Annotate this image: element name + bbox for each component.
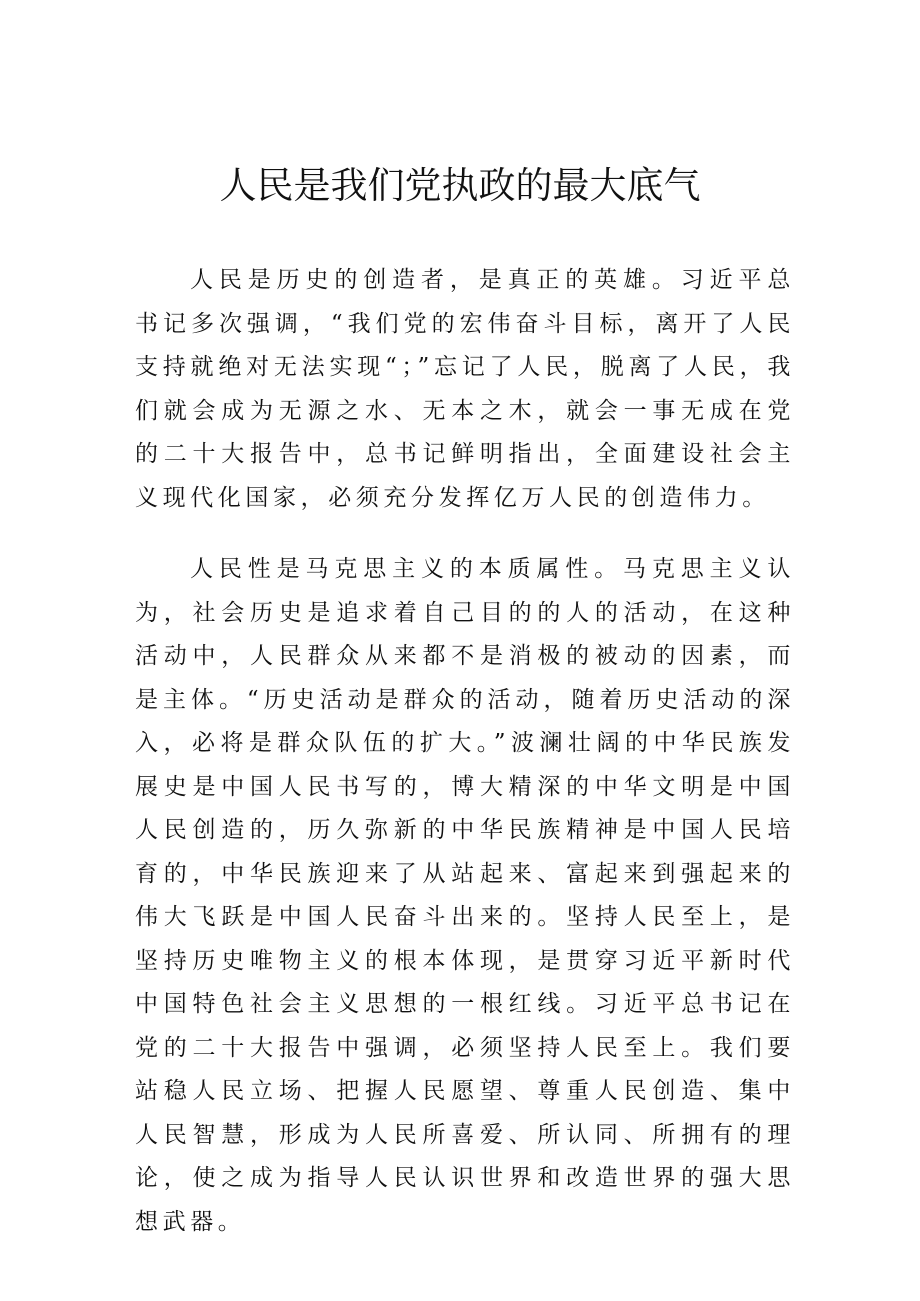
document-title: 人民是我们党执政的最大底气 [219, 164, 701, 207]
paragraph-1: 人民是历史的创造者，是真正的英雄。习近平总书记多次强调，“我们党的宏伟奋斗目标，离开了人民支持就绝对无法实现“；”忘记了人民，脱离了人民，我们就会成为无源之水、无本之木，就会一事无成在党的二十大报告中，总书记鲜明指出，全面建设社会主义现代化国家，必须充分发挥亿万人民的创造伟力。 [135, 267, 795, 511]
paragraph-2: 人民性是马克思主义的本质属性。马克思主义认为，社会历史是追求着自己目的的人的活动，在这种活动中，人民群众从来都不是消极的被动的因素，而是主体。“历史活动是群众的活动，随着历史活动的深入，必将是群众队伍的扩大。”波澜壮阔的中华民族发展史是中国人民书写的，博大精深的中华文明是中国人民创造的，历久弥新的中华民族精神是中国人民培育的，中华民族迎来了从站起来、富起来到强起来的伟大飞跃是中国人民奋斗出来的。坚持人民至上，是坚持历史唯物主义的根本体现，是贯穿习近平新时代中国特色社会主义思想的一根红线。习近平总书记在党的二十大报告中强调，必须坚持人民至上。我们要站稳人民立场、把握人民愿望、尊重人民创造、集中人民智慧，形成为人民所喜爱、所认同、所拥有的理论，使之成为指导人民认识世界和改造世界的强大思想武器。 [135, 556, 795, 1235]
